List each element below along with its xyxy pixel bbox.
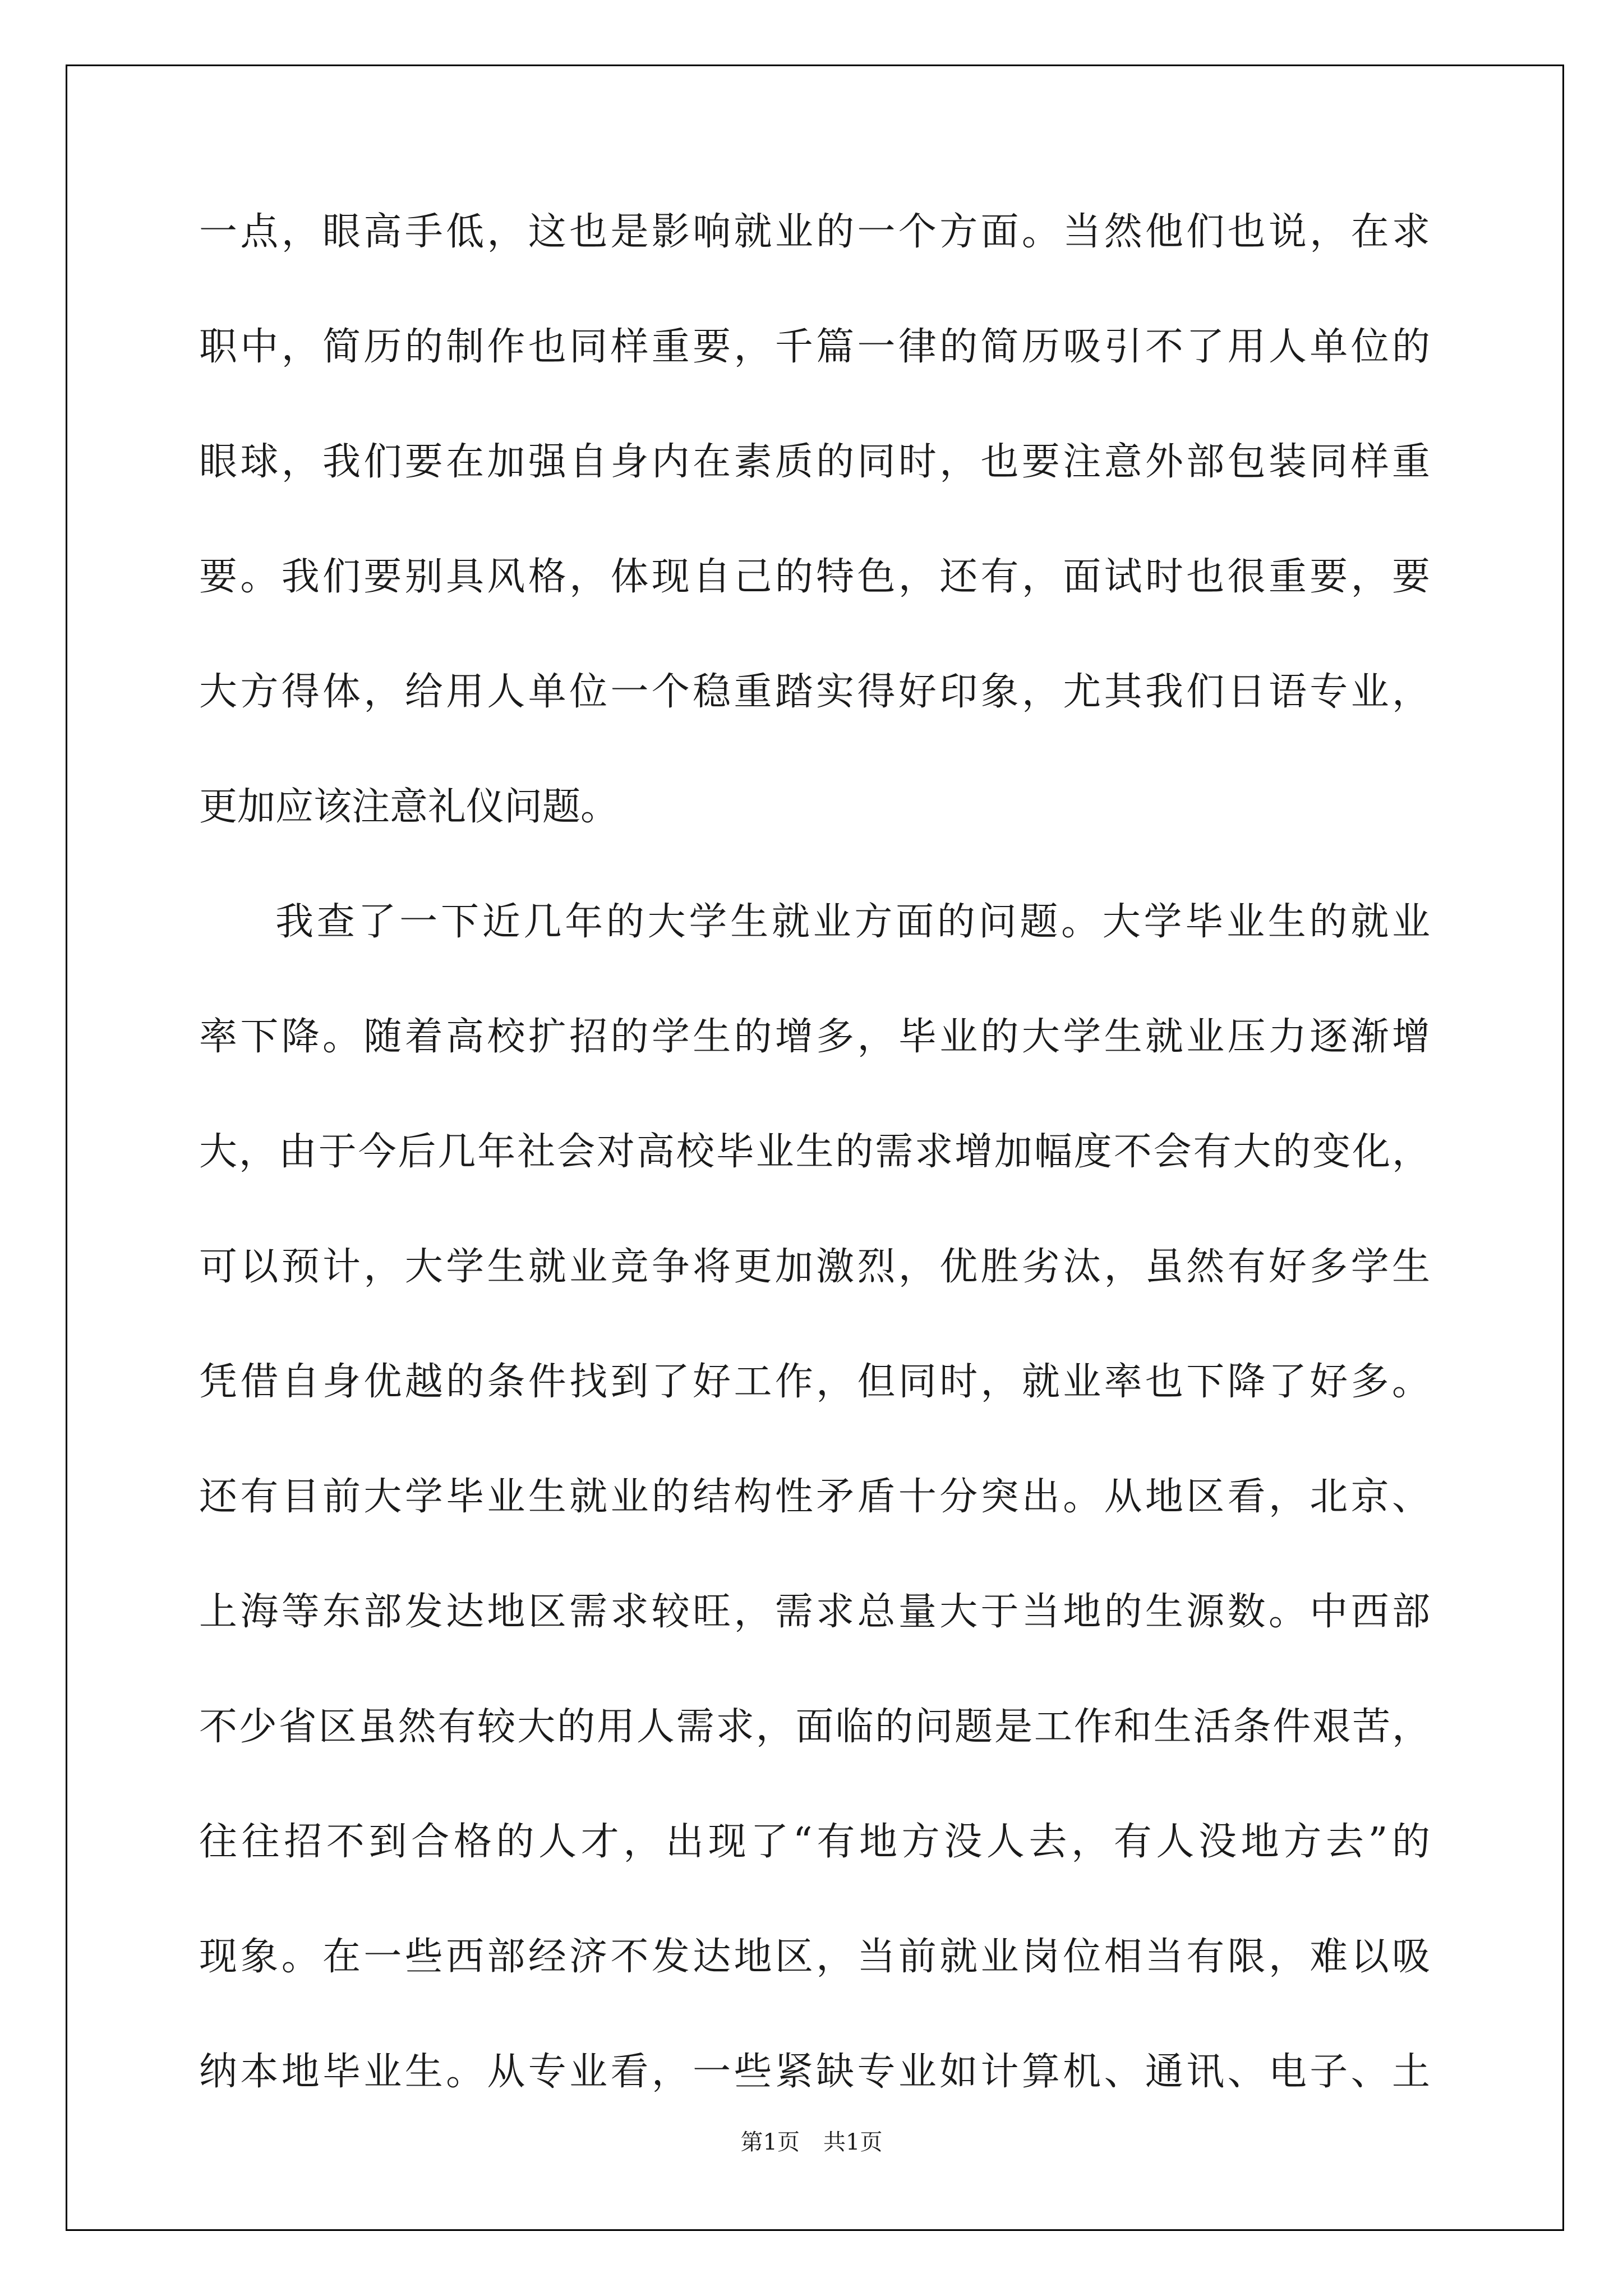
text-line: 现象。在一些西部经济不发达地区，当前就业岗位相当有限，难以吸 — [199, 1935, 1430, 1979]
text-line: 纳本地毕业生。从专业看，一些紧缺专业如计算机、通讯、电子、土 — [199, 2050, 1430, 2094]
text-line: 不少省区虽然有较大的用人需求，面临的问题是工作和生活条件艰苦， — [199, 1705, 1430, 1749]
text-line: 上海等东部发达地区需求较旺，需求总量大于当地的生源数。中西部 — [199, 1590, 1430, 1634]
text-line: 我查了一下近几年的大学生就业方面的问题。大学毕业生的就业 — [275, 900, 1430, 944]
text-line: 眼球，我们要在加强自身内在素质的同时，也要注意外部包装同样重 — [199, 440, 1430, 484]
text-line: 职中，简历的制作也同样重要，千篇一律的简历吸引不了用人单位的 — [199, 325, 1430, 369]
paragraph-1 — [199, 210, 1430, 903]
document-body — [199, 210, 1430, 2168]
text-line: 大方得体，给用人单位一个稳重踏实得好印象，尤其我们日语专业， — [199, 670, 1430, 714]
page-footer — [0, 2129, 1623, 2156]
page-count: 共1页 — [823, 2129, 883, 2155]
page-number: 第1页 — [740, 2129, 800, 2155]
text-line: 更加应该注意礼仪问题。 — [199, 785, 619, 829]
text-line: 还有目前大学毕业生就业的结构性矛盾十分突出。从地区看，北京、 — [199, 1475, 1430, 1519]
text-line: 往往招不到合格的人才，出现了“有地方没人去，有人没地方去”的 — [199, 1820, 1430, 1864]
text-line: 大，由于今后几年社会对高校毕业生的需求增加幅度不会有大的变化， — [199, 1130, 1430, 1174]
text-line: 可以预计，大学生就业竞争将更加激烈，优胜劣汰，虽然有好多学生 — [199, 1245, 1430, 1289]
text-line: 率下降。随着高校扩招的学生的增多，毕业的大学生就业压力逐渐增 — [199, 1015, 1430, 1059]
text-line: 凭借自身优越的条件找到了好工作，但同时，就业率也下降了好多。 — [199, 1360, 1430, 1404]
text-line: 一点，眼高手低，这也是影响就业的一个方面。当然他们也说，在求 — [199, 210, 1430, 254]
text-line: 要。我们要别具风格，体现自己的特色，还有，面试时也很重要，要 — [199, 555, 1430, 599]
paragraph-2 — [199, 900, 1430, 2168]
